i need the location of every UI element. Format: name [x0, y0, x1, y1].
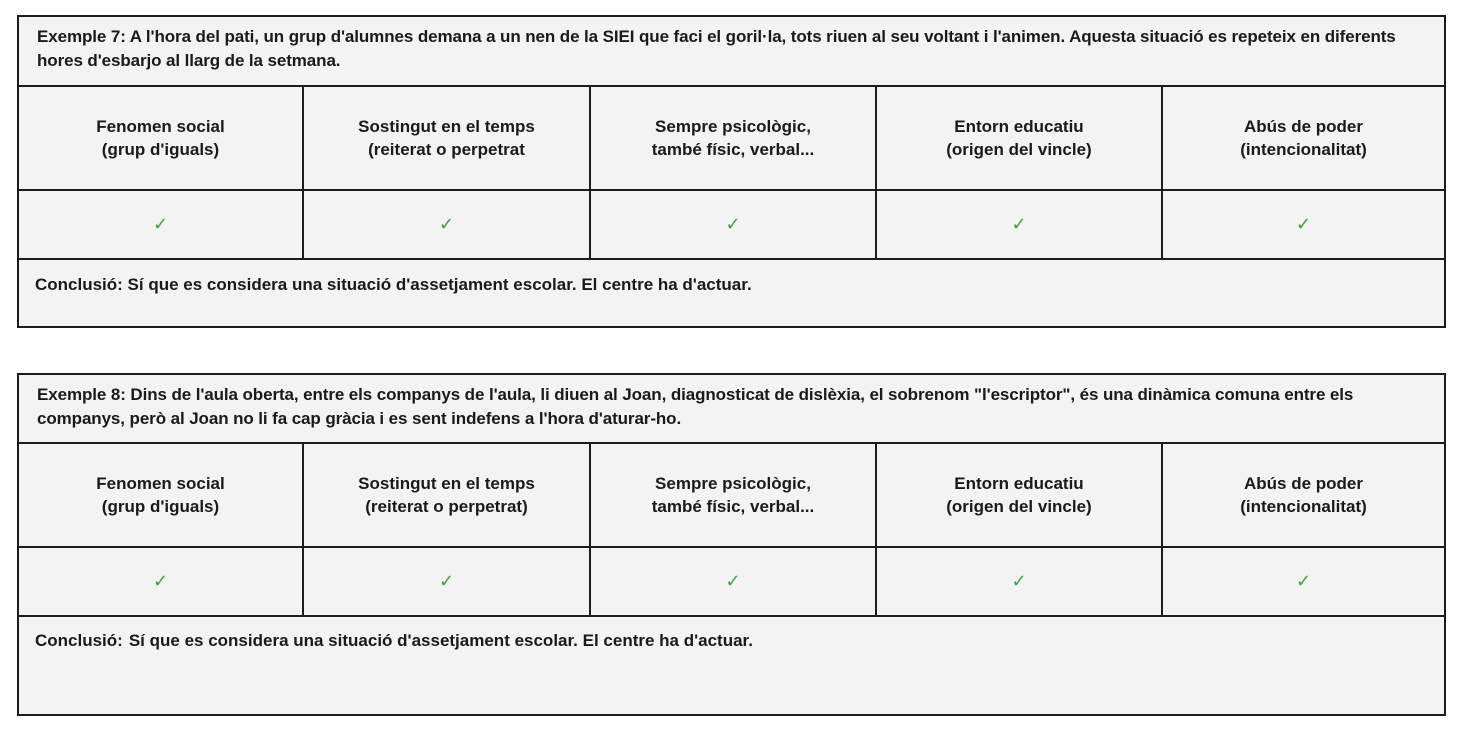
check-icon: ✓ — [725, 214, 741, 234]
example-7-criteria-row — [19, 87, 1444, 191]
check-icon: ✓ — [725, 571, 741, 591]
criterion-educational-setting: Entorn educatiu (origen del vincle) — [877, 444, 1163, 546]
example-7-conclusion: Conclusió: Sí que es considera una situació d'assetjament escolar. El centre ha d'actuar. — [35, 275, 752, 294]
conclusion-text: Sí que es considera una situació d'assetjament escolar. El centre ha d'actuar. — [128, 631, 753, 650]
check-icon: ✓ — [1011, 571, 1027, 591]
criterion-abuse-of-power: Abús de poder (intencionalitat) — [1240, 474, 1367, 516]
criterion-social-phenomenon: Fenomen social (grup d'iguals) — [19, 444, 304, 546]
criterion-sustained-over-time: Sostingut en el temps (reiterat o perpetrat) — [304, 444, 591, 546]
check-icon: ✓ — [1011, 214, 1027, 234]
criterion-educational-setting: Entorn educatiu (origen del vincle) — [877, 87, 1163, 189]
criterion-social-phenomenon: Fenomen social (grup d'iguals) — [19, 87, 304, 189]
check-icon: ✓ — [152, 214, 169, 234]
check-icon: ✓ — [1295, 214, 1312, 234]
example-7-description: Exemple 7: A l'hora del pati, un grup d'alumnes demana a un nen de la SIEI que faci el goril·la, tots riuen al seu voltant i l'animen. Aquesta situació es repeteix en diferents hores d'esbarjo al llarg de la setmana. — [19, 17, 1444, 87]
example-8-criteria-row — [19, 444, 1444, 548]
criterion-abuse-of-power: Abús de poder (intencionalitat) — [1240, 117, 1367, 159]
example-7-checks-row — [19, 191, 1444, 260]
example-8-conclusion — [19, 617, 1444, 653]
check-icon: ✓ — [438, 214, 455, 234]
conclusion-label: Conclusió: — [35, 631, 123, 650]
check-icon: ✓ — [438, 571, 455, 591]
example-8-card — [17, 373, 1446, 716]
criterion-sustained-over-time: Sostingut en el temps (reiterat o perpetrat — [304, 87, 591, 189]
example-8-description: Exemple 8: Dins de l'aula oberta, entre els companys de l'aula, li diuen al Joan, diagnosticat de dislèxia, el sobrenom "l'escriptor", és una dinàmica comuna entre els companys, però al Joan no li fa cap gràcia i es sent indefens a l'hora d'aturar-ho. — [19, 375, 1444, 444]
criterion-always-psychological: Sempre psicològic, també físic, verbal... — [591, 444, 877, 546]
example-7-card — [17, 15, 1446, 328]
example-8-checks-row — [19, 548, 1444, 617]
criterion-always-psychological: Sempre psicològic, també físic, verbal... — [591, 87, 877, 189]
check-icon: ✓ — [1295, 571, 1312, 591]
check-icon: ✓ — [152, 571, 169, 591]
